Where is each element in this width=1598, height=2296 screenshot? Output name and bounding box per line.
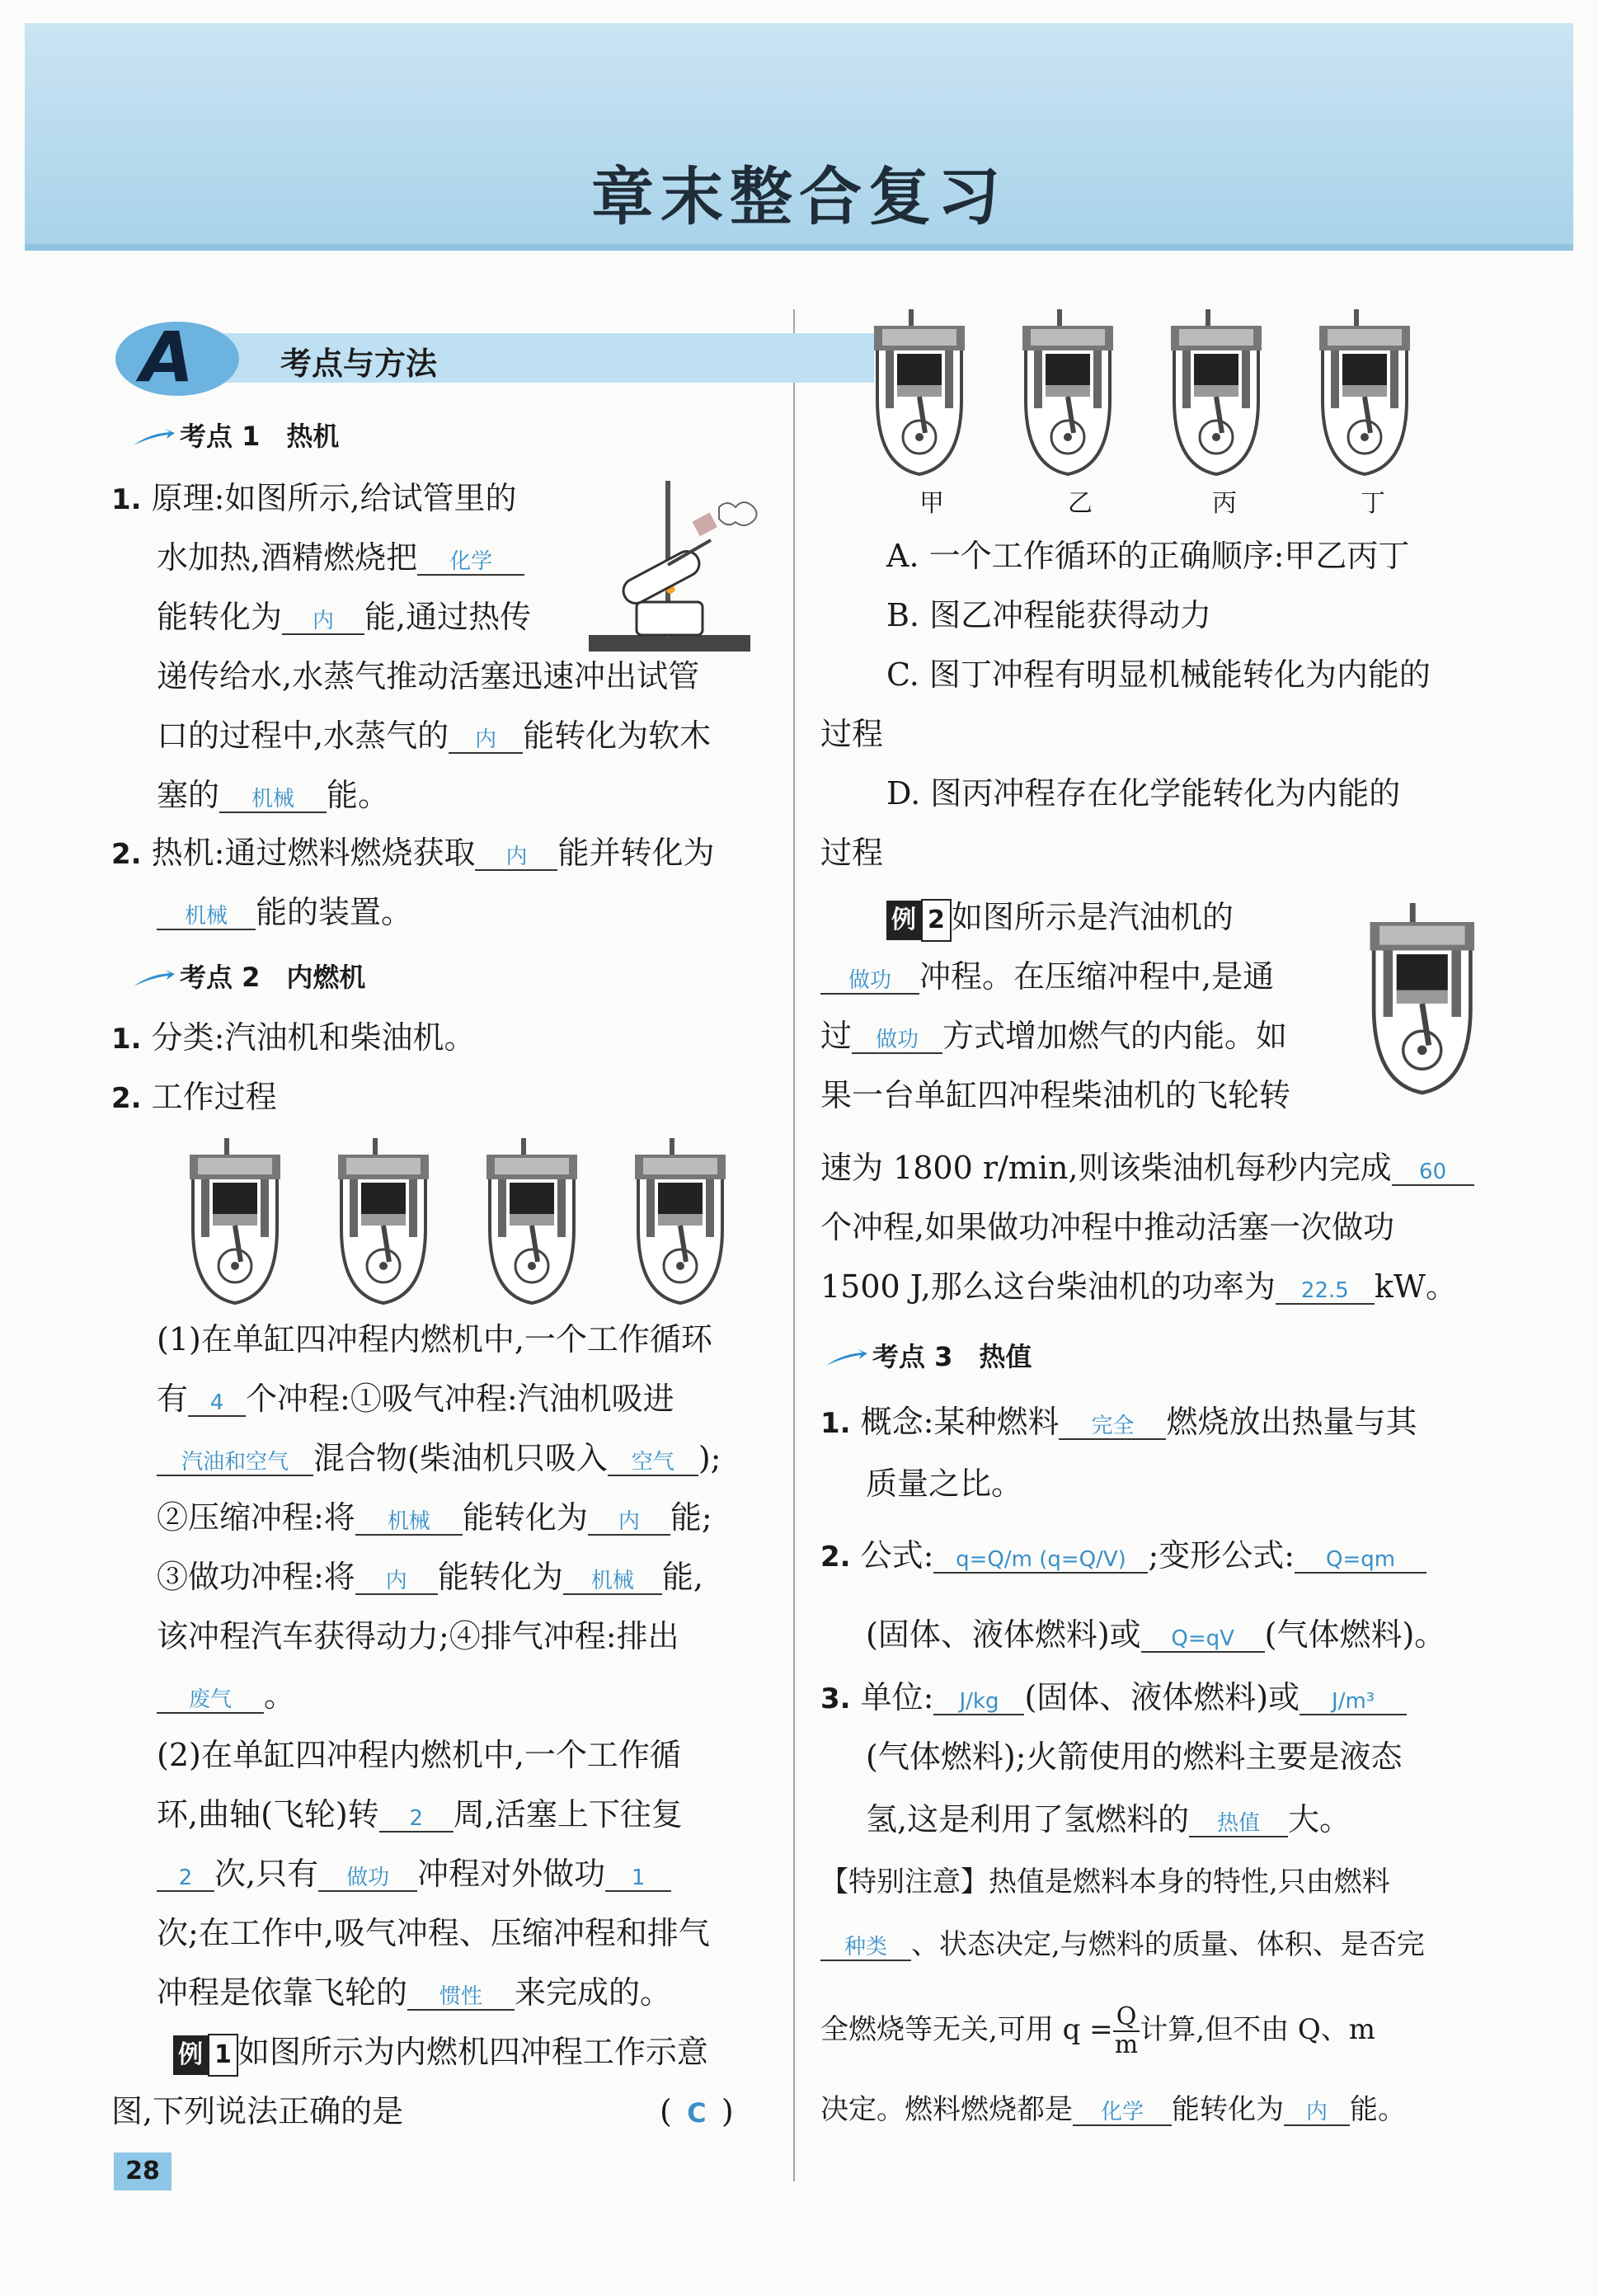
engine-row-left <box>181 1138 759 1323</box>
k1-line4: 递传给水,水蒸气推动活塞迅速冲出试管 <box>157 658 700 694</box>
engine-diagram <box>190 1138 280 1303</box>
blank: 内 <box>588 1509 670 1536</box>
k1-line2: 水加热,酒精燃烧把 化学 <box>157 538 524 577</box>
k3-line3: 2. 公式: q=Q/m (q=Q/V) ;变形公式: Q=qm <box>820 1536 1426 1577</box>
k2-p1: (1)在单缸四冲程内燃机中,一个工作循环 <box>157 1321 712 1357</box>
k2-q5: 冲程是依靠飞轮的 惯性 来完成的。 <box>157 1974 672 2011</box>
blank: 2 <box>157 1866 214 1892</box>
ex2-engine <box>1344 895 1492 1113</box>
section-letter: A <box>140 317 195 398</box>
note-line4: 决定。燃料燃烧都是 化学 能转化为 内 能。 <box>820 2093 1406 2126</box>
example-number: 2 <box>921 899 952 942</box>
blank: 种类 <box>820 1935 911 1961</box>
k2-q1: (2)在单缸四冲程内燃机中,一个工作循 <box>157 1737 681 1773</box>
arrow-icon <box>132 970 175 988</box>
engine-row-right <box>866 309 1459 494</box>
blank: 1 <box>605 1866 671 1892</box>
k2-p2: 有 4 个冲程:①吸气冲程:汽油机吸进 <box>157 1381 674 1417</box>
k3-line7: 氢,这是利用了氢燃料的 热值 大。 <box>866 1801 1351 1837</box>
k2-p6: 该冲程汽车获得动力;④排气冲程:排出 <box>157 1618 679 1654</box>
blank: 做功 <box>852 1028 942 1054</box>
blank: 机械 <box>355 1509 463 1536</box>
k3-line5: 3. 单位: J/kg (固体、液体燃料)或 J/m³ <box>820 1677 1407 1719</box>
note-line1: 【特别注意】热值是燃料本身的特性,只由燃料 <box>820 1866 1390 1898</box>
ex2-line5: 速为 1800 r/min,则该柴油机每秒内完成 60 <box>820 1148 1474 1188</box>
option-c-line2: 过程 <box>820 716 884 752</box>
k3-line1: 1. 概念:某种燃料 完全 燃烧放出热量与其 <box>820 1404 1417 1440</box>
page-number: 28 <box>114 2152 172 2190</box>
ex2-line7: 1500 J,那么这台柴油机的功率为 22.5 kW。 <box>820 1268 1457 1305</box>
column-divider <box>793 309 795 2181</box>
kaodian-1-label: 考点 1 热机 <box>180 421 340 452</box>
engine-label-3: 丙 <box>1212 489 1237 518</box>
blank: 2 <box>379 1806 454 1833</box>
option-a: A. 一个工作循环的正确顺序:甲乙丙丁 <box>886 538 1410 574</box>
ex1-answer: ( C ) <box>660 2091 734 2133</box>
k2-q3: 2 次,只有 做功 冲程对外做功 1 <box>157 1854 671 1894</box>
engine-diagram <box>1022 309 1113 474</box>
k3-line4: (固体、液体燃料)或 Q=qV (气体燃料)。 <box>866 1616 1446 1653</box>
arrow-icon <box>825 1349 867 1367</box>
kaodian-2-label: 考点 2 内燃机 <box>180 962 366 993</box>
blank: 完全 <box>1059 1414 1166 1440</box>
example-tag: 例 <box>886 901 921 940</box>
formula-fraction: $\frac{Q}{m}$ <box>1113 2004 1140 2058</box>
k1-line8: 机械 能的装置。 <box>157 892 412 932</box>
blank: q=Q/m (q=Q/V) <box>933 1547 1148 1574</box>
engine-diagram <box>1319 309 1410 474</box>
blank: 4 <box>188 1390 246 1417</box>
blank: 内 <box>282 609 364 635</box>
k2-line2: 2. 工作过程 <box>111 1079 277 1115</box>
note-line2: 种类 、状态决定,与燃料的质量、体积、是否完 <box>820 1925 1425 1964</box>
blank: J/kg <box>933 1689 1024 1715</box>
blank: 内 <box>475 845 557 871</box>
k1-line1: 1. 原理:如图所示,给试管里的 <box>111 480 517 516</box>
k2-p3: 汽油和空气 混合物(柴油机只吸入 空气 ); <box>157 1438 721 1478</box>
k1-line3: 能转化为 内 能,通过热传 <box>157 599 532 635</box>
k1-line5: 口的过程中,水蒸气的 内 能转化为软木 <box>157 718 712 754</box>
k2-p4: ②压缩冲程:将 机械 能转化为 内 能; <box>157 1499 712 1536</box>
ex2-line2: 做功 冲程。在压缩冲程中,是通 <box>820 957 1274 996</box>
test-tube-apparatus <box>587 474 768 656</box>
section-label: 考点与方法 <box>280 346 438 382</box>
blank: 空气 <box>608 1450 698 1476</box>
ex2-line3: 过 做功 方式增加燃气的内能。如 <box>820 1018 1288 1054</box>
ex2-line6: 个冲程,如果做功冲程中推动活塞一次做功 <box>820 1209 1395 1245</box>
example-tag: 例 <box>173 2035 208 2075</box>
engine-label-4: 丁 <box>1361 489 1385 518</box>
engine-diagram <box>338 1138 429 1303</box>
example-number: 1 <box>208 2034 238 2077</box>
chapter-banner <box>25 23 1573 251</box>
answer-choice: C <box>687 2097 707 2129</box>
ex1-line2: 图,下列说法正确的是 <box>111 2093 404 2129</box>
kaodian-1-heading <box>132 416 339 454</box>
blank: 化学 <box>417 549 524 576</box>
ex2-line1: 例 2 如图所示是汽油机的 <box>886 897 1234 942</box>
engine-label-2: 乙 <box>1068 489 1093 518</box>
k2-line1: 1. 分类:汽油机和柴油机。 <box>111 1019 476 1056</box>
kaodian-3-label: 考点 3 热值 <box>872 1341 1032 1372</box>
blank: 内 <box>1284 2100 1350 2126</box>
k1-line7: 2. 热机:通过燃料燃烧获取 内 能并转化为 <box>111 835 715 871</box>
k2-q4: 次;在工作中,吸气冲程、压缩冲程和排气 <box>157 1915 710 1951</box>
engine-diagram <box>486 1138 577 1303</box>
option-d-line2: 过程 <box>820 835 884 871</box>
blank: 做功 <box>318 1866 417 1892</box>
ex1-line1: 例 1 如图所示为内燃机四冲程工作示意 <box>173 2032 708 2077</box>
blank: J/m³ <box>1300 1689 1407 1715</box>
k3-line6: (气体燃料);火箭使用的燃料主要是液态 <box>866 1738 1403 1775</box>
blank: Q=qV <box>1141 1626 1265 1653</box>
blank: 热值 <box>1189 1811 1288 1837</box>
option-d-line1: D. 图丙冲程存在化学能转化为内能的 <box>886 775 1401 812</box>
engine-diagram <box>635 1138 726 1303</box>
blank: 化学 <box>1073 2100 1172 2126</box>
engine-diagram <box>874 309 965 474</box>
engine-diagram <box>1370 903 1475 1093</box>
blank: 废气 <box>157 1687 264 1714</box>
k2-p5: ③做功冲程:将 内 能转化为 机械 能, <box>157 1559 703 1595</box>
k2-p7: 废气 。 <box>157 1676 295 1715</box>
engine-label-1: 甲 <box>919 489 944 518</box>
engine-diagram <box>1171 309 1262 474</box>
blank: 惯性 <box>407 1984 515 2011</box>
blank: Q=qm <box>1295 1547 1426 1574</box>
arrow-icon <box>132 429 175 447</box>
k1-line6: 塞的 机械 能。 <box>157 777 390 813</box>
chapter-title: 章末整合复习 <box>591 160 1007 233</box>
blank: 汽油和空气 <box>157 1450 313 1476</box>
blank: 内 <box>449 727 523 754</box>
option-c-line1: C. 图丁冲程有明显机械能转化为内能的 <box>886 656 1431 693</box>
blank: 机械 <box>563 1569 662 1595</box>
section-a-header <box>107 317 767 398</box>
kaodian-3-heading <box>825 1336 1032 1374</box>
blank: 22.5 <box>1276 1278 1375 1305</box>
blank: 做功 <box>820 968 919 995</box>
blank: 内 <box>355 1569 438 1595</box>
blank: 机械 <box>219 787 327 813</box>
blank: 机械 <box>157 904 256 930</box>
k2-q2: 环,曲轴(飞轮)转 2 周,活塞上下往复 <box>157 1796 683 1833</box>
blank: 60 <box>1392 1160 1474 1186</box>
k3-line2: 质量之比。 <box>866 1466 1023 1502</box>
ex2-line4: 果一台单缸四冲程柴油机的飞轮转 <box>820 1077 1291 1113</box>
kaodian-2-heading <box>132 957 365 995</box>
option-b: B. 图乙冲程能获得动力 <box>886 597 1212 633</box>
note-line3: 全燃烧等无关,可用 q = $\frac{Q}{m}$ 计算,但不由 Q、m <box>820 2002 1376 2059</box>
